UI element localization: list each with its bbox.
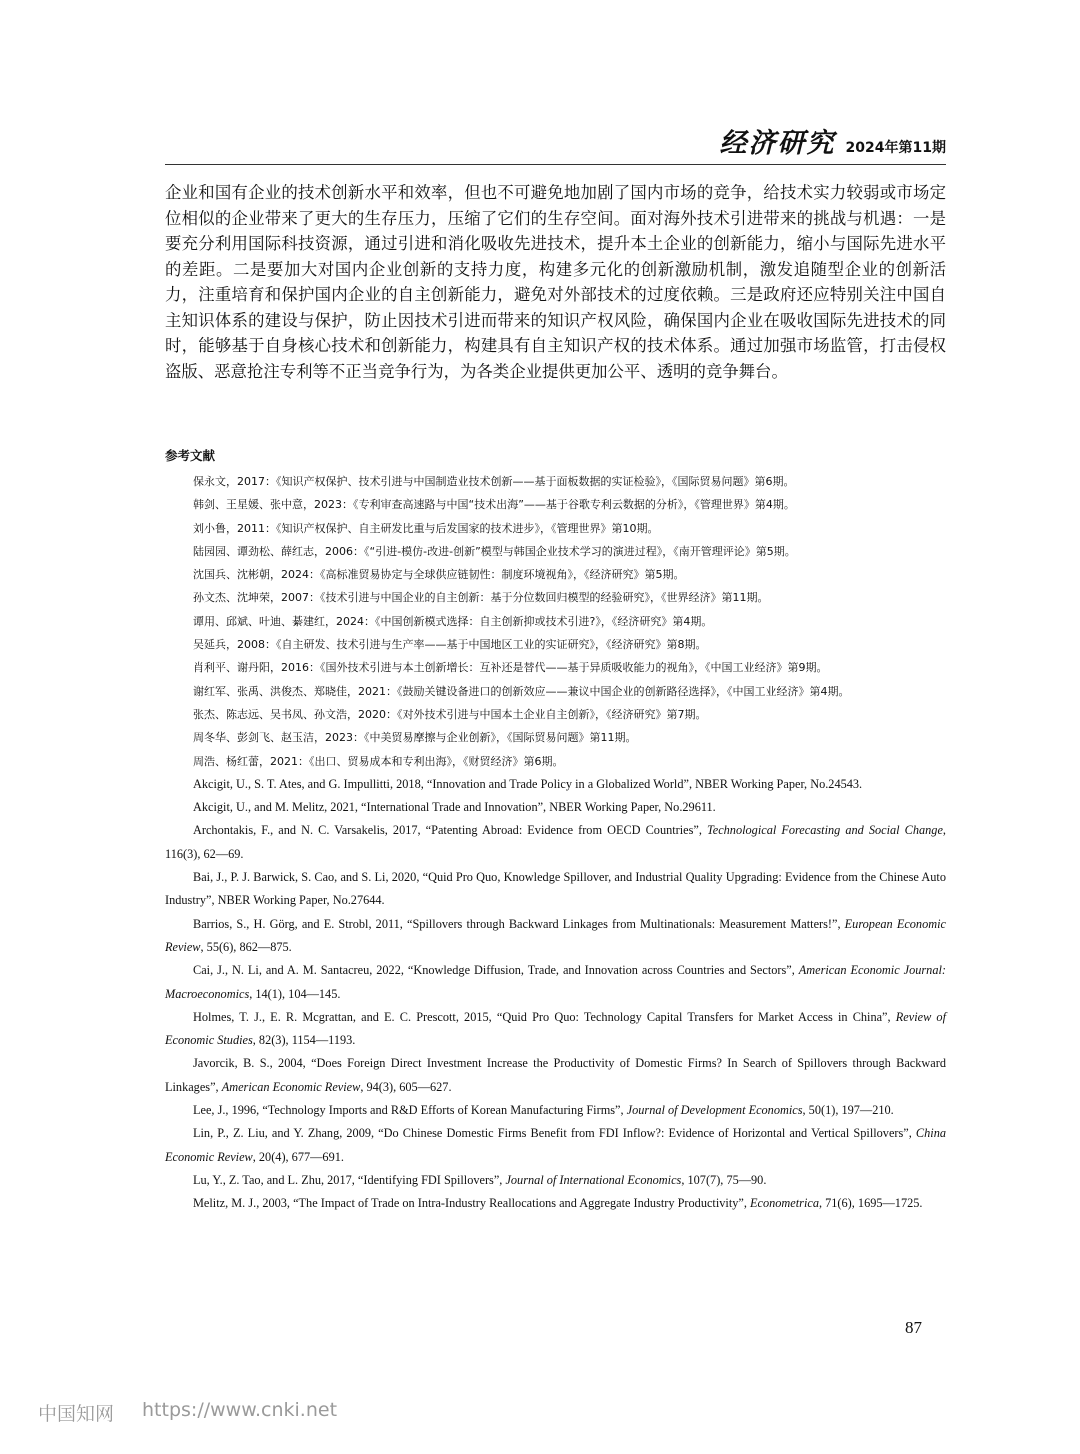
reference-volume: , 14(1), 104—145. [249,986,341,1001]
reference-volume: , 116(3), 62—69. [165,823,946,861]
reference-item: 沈国兵、沈彬朝，2024：《高标准贸易协定与全球供应链韧性：制度环境视角》，《经济研究》第5期。 [193,568,685,582]
reference-item [165,796,946,819]
reference-item [165,1099,946,1122]
reference-text: Lu, Y., Z. Tao, and L. Zhu, 2017, “Identifying FDI Spillovers”, [193,1172,506,1187]
reference-text: Melitz, M. J., 2003, “The Impact of Trade on Intra-Industry Reallocations and Aggregate Industry Productivity”, [193,1196,750,1211]
reference-item [165,1052,946,1099]
running-header [700,128,946,160]
watermark [38,1399,337,1426]
reference-journal: Econometrica [750,1196,819,1211]
reference-item: 陆园园、谭劲松、薛红志，2006：《“引进-模仿-改进-创新”模型与韩国企业技术学习的演进过程》，《南开管理评论》第5期。 [193,544,796,558]
reference-item: 谭用、邱斌、叶迪、綦建红，2024：《中国创新模式选择：自主创新抑或技术引进?》，《经济研究》第4期。 [193,614,713,628]
reference-volume: , 55(6), 862—875. [200,939,292,954]
reference-volume: , 20(4), 677—691. [252,1149,344,1164]
watermark-url[interactable]: https://www.cnki.net [142,1399,338,1421]
journal-logo: 经济研究 [719,128,836,159]
reference-item: 周浩、杨红蕾，2021：《出口、贸易成本和专利出海》，《财贸经济》第6期。 [193,754,564,768]
reference-item: 吴延兵，2008：《自主研发、技术引进与生产率——基于中国地区工业的实证研究》，《经济研究》第8期。 [193,638,707,652]
reference-item [165,819,946,866]
reference-text: Lee, J., 1996, “Technology Imports and R&D Efforts of Korean Manufacturing Firms”, [193,1103,627,1118]
reference-item [165,773,946,796]
reference-item: 韩剑、王星媛、张中意，2023：《专利审查高速路与中国“技术出海”——基于谷歌专利云数据的分析》，《管理世界》第4期。 [193,498,795,512]
reference-item: 周冬华、彭剑飞、赵玉洁，2023：《中美贸易摩擦与企业创新》，《国际贸易问题》第11期。 [193,731,637,745]
reference-journal: American Economic Review [221,1079,361,1094]
reference-volume: , 50(1), 197—210. [802,1103,894,1118]
header-rule [165,164,946,165]
reference-text: Archontakis, F., and N. C. Varsakelis, 2017, “Patenting Abroad: Evidence from OECD Countries”, [193,823,708,838]
reference-journal: Journal of International Economics [505,1172,682,1187]
reference-item: 张杰、陈志远、吴书凤、孙文浩，2020：《对外技术引进与中国本土企业自主创新》，《经济研究》第7期。 [193,707,707,721]
reference-text: Akcigit, U., and M. Melitz, 2021, “International Trade and Innovation”, NBER Working Paper, No.29611. [193,800,716,815]
reference-volume: , 94(3), 605—627. [360,1079,452,1094]
reference-item [165,1006,946,1053]
references-list [165,470,946,1216]
reference-volume: , 107(7), 75—90. [681,1172,767,1187]
reference-item [165,866,946,913]
reference-item [165,959,946,1006]
reference-item [165,1192,946,1215]
reference-item: 谢红军、张禹、洪俊杰、郑晓佳，2021：《鼓励关键设备进口的创新效应——兼议中国企业的创新路径选择》，《中国工业经济》第4期。 [193,684,850,698]
reference-journal: Journal of Development Economics [626,1103,803,1118]
watermark-brand: 中国知网 [38,1403,115,1425]
reference-volume: , 82(3), 1154—1193. [252,1033,356,1048]
reference-text: Holmes, T. J., E. R. Mcgrattan, and E. C. Prescott, 2015, “Quid Pro Quo: Technology Capital Transfers for Market Access in China”, [193,1009,896,1024]
reference-item: 孙文杰、沈坤荣，2007：《技术引进与中国企业的自主创新：基于分位数回归模型的经验研究》，《世界经济》第11期。 [193,591,769,605]
body-paragraph: 企业和国有企业的技术创新水平和效率，但也不可避免地加剧了国内市场的竞争，给技术实力较弱或市场定位相似的企业带来了更大的生存压力，压缩了它们的生存空间。面对海外技术引进带来的挑战与机遇：一是要充分利用国际科技资源，通过引进和消化吸收先进技术，提升本土企业的创新能力，缩小与国际先进水平的差距。二是要加大对国内企业创新的支持力度，构建多元化的创新激励机制，激发追随型企业的创新活力，注重培育和保护国内企业的自主创新能力，避免对外部技术的过度依赖。三是政府还应特别关注中国自主知识体系的建设与保护，防止因技术引进而带来的知识产权风险，确保国内企业在吸收国际先进技术的同时，能够基于自身核心技术和创新能力，构建具有自主知识产权的技术体系。通过加强市场监管，打击侵权盗版、恶意抢注专利等不正当竞争行为，为各类企业提供更加公平、透明的竞争舞台。 [165,183,946,381]
reference-text: Cai, J., N. Li, and A. M. Santacreu, 2022, “Knowledge Diffusion, Trade, and Innovation across Countries and Sectors”, [193,963,799,978]
reference-item: 肖利平、谢丹阳，2016：《国外技术引进与本土创新增长：互补还是替代——基于异质吸收能力的视角》，《中国工业经济》第9期。 [193,661,828,675]
references-title: 参考文献 [165,448,216,463]
reference-item [165,1169,946,1192]
reference-item: 保永文，2017：《知识产权保护、技术引进与中国制造业技术创新——基于面板数据的实证检验》，《国际贸易问题》第6期。 [193,475,795,488]
reference-text: Barrios, S., H. Görg, and E. Strobl, 2011, “Spillovers through Backward Linkages from Multinationals: Measurement Matters!”, [193,916,845,931]
reference-journal: Review of Economic Studies [165,1009,946,1048]
reference-journal: American Economic Journal: Macroeconomics [165,963,946,1001]
reference-text: Lin, P., Z. Liu, and Y. Zhang, 2009, “Do Chinese Domestic Firms Benefit from FDI Inflow?: Evidence of Horizontal and Vertical Spillovers”, [193,1126,916,1141]
issue-label: 2024年第11期 [845,140,946,156]
reference-journal: European Economic Review [165,916,946,954]
reference-text: Javorcik, B. S., 2004, “Does Foreign Direct Investment Increase the Productivity of Domestic Firms? In Search of Spillovers through Backward Linkages”, [165,1056,946,1094]
reference-journal: Technological Forecasting and Social Change [707,823,943,838]
page-number: 87 [905,1318,922,1337]
reference-text: Bai, J., P. J. Barwick, S. Cao, and S. Li, 2020, “Quid Pro Quo, Knowledge Spillover, and Industrial Quality Upgrading: Evidence from the Chinese Auto Industry”, NBER Working Paper, No.27644. [165,870,946,908]
reference-journal: China Economic Review [165,1126,946,1164]
reference-item: 刘小鲁，2011：《知识产权保护、自主研发比重与后发国家的技术进步》，《管理世界》第10期。 [193,521,659,535]
reference-text: Akcigit, U., S. T. Ates, and G. Impullitti, 2018, “Innovation and Trade Policy in a Globalized World”, NBER Working Paper, No.24543. [193,776,863,791]
reference-item [165,1122,946,1169]
reference-item [165,913,946,960]
reference-volume: , 71(6), 1695—1725. [818,1196,923,1211]
